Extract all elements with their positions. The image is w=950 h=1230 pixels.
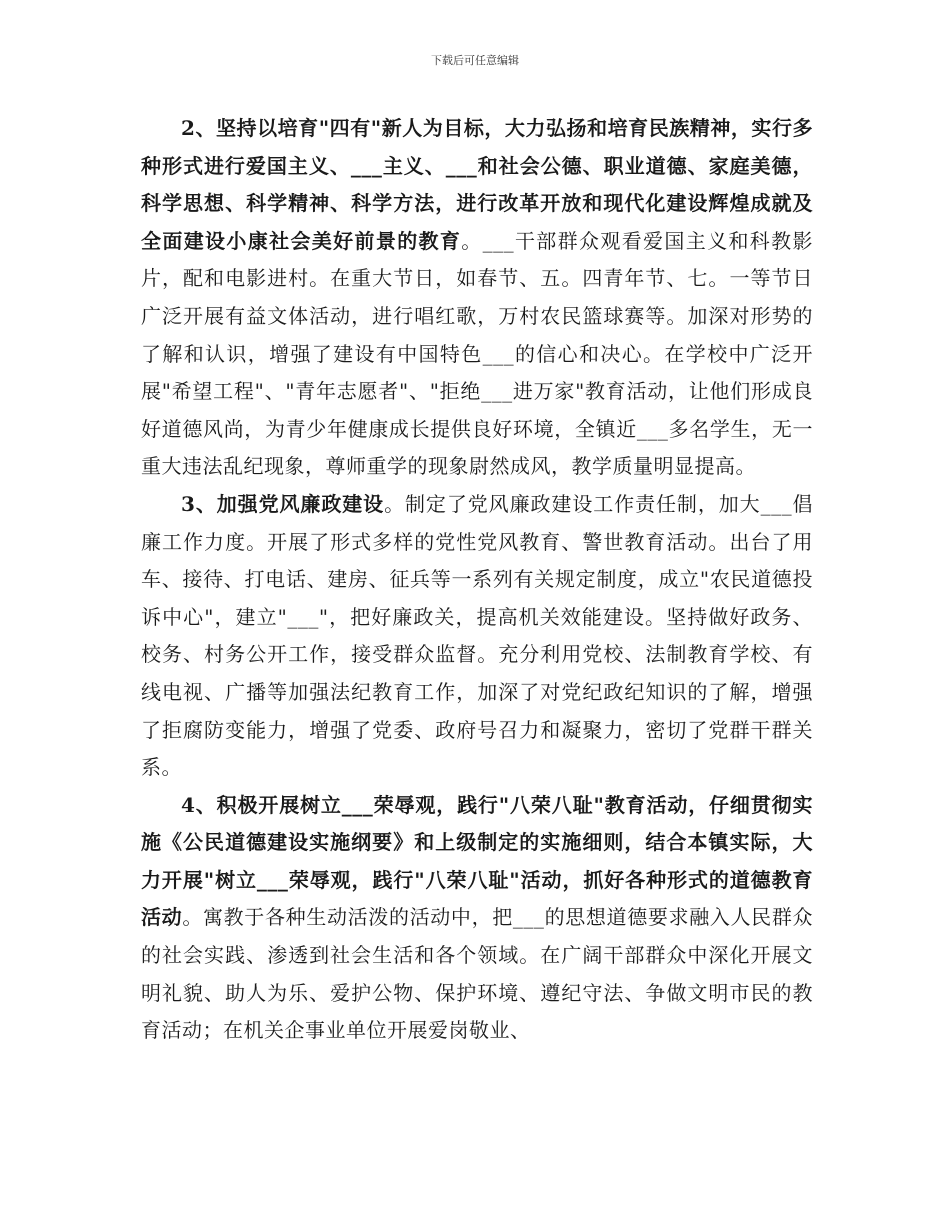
- paragraph-3: [141, 486, 813, 787]
- paragraph-3-heading: 3、加强党风廉政建设: [181, 491, 385, 516]
- page-header: 下载后可任意编辑: [431, 54, 519, 67]
- paragraph-4-heading: 4、积极开展树立___荣辱观，践行"八荣八耻"教育活动，仔细贯彻实施《公民道德建设实施纲要》和上级制定的实施细则，结合本镇实际，大力开展"树立___荣辱观，践行"八荣八耻"活动，抓好各种形式的道德教育活动: [141, 792, 813, 930]
- paragraph-3-text: 。制定了党风廉政建设工作责任制，加大___倡廉工作力度。开展了形式多样的党性党风教育、警世教育活动。出台了用车、接待、打电话、建房、征兵等一系列有关规定制度，成立"农民道德投诉中心"，建立"___"，把好廉政关，提高机关效能建设。坚持做好政务、校务、村务公开工作，接受群众监督。充分利用党校、法制教育学校、有线电视、广播等加强法纪教育工作，加深了对党纪政纪知识的了解，增强了拒腐防变能力，增强了党委、政府号召力和凝聚力，密切了党群干群关系。: [141, 491, 814, 780]
- paragraph-2: [141, 110, 813, 486]
- paragraph-2-text: 。___干部群众观看爱国主义和科教影片，配和电影进村。在重大节日，如春节、五。四青年节、七。一等节日广泛开展有益文体活动，进行唱红歌，万村农民篮球赛等。加深对形势的了解和认识，增强了建设有中国特色___的信心和决心。在学校中广泛开展"希望工程"、"青年志愿者"、"拒绝___进万家"教育活动，让他们形成良好道德风尚，为青少年健康成长提供良好环境，全镇近___多名学生，无一重大违法乱纪现象，尊师重学的现象尉然成风，教学质量明显提高。: [141, 228, 813, 479]
- paragraph-2-heading: 2、坚持以培育"四有"新人为目标，大力弘扬和培育民族精神，实行多种形式进行爱国主义、___主义、___和社会公德、职业道德、家庭美德，科学思想、科学精神、科学方法，进行改革开放和现代化建设辉煌成就及全面建设小康社会美好前景的教育: [141, 116, 813, 253]
- document-body: [141, 110, 813, 1050]
- paragraph-4-text: 。寓教于各种生动活泼的活动中，把___的思想道德要求融入人民群众的社会实践、渗透到社会生活和各个领域。在广阔干部群众中深化开展文明礼貌、助人为乐、爱护公物、保护环境、遵纪守法、争做文明市民的教育活动；在机关企事业单位开展爱岗敬业、: [141, 905, 814, 1043]
- paragraph-4: [141, 787, 813, 1050]
